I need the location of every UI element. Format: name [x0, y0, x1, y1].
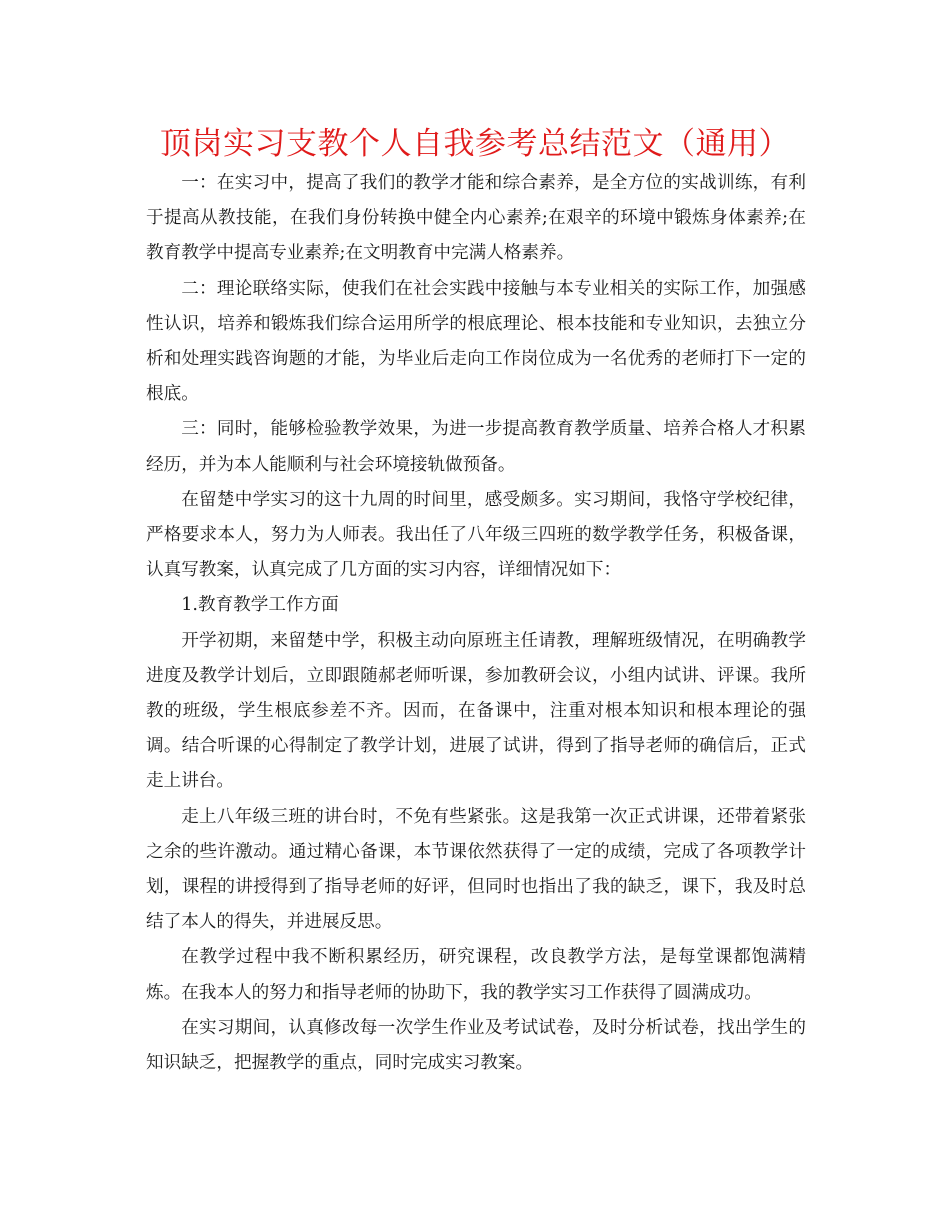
paragraph-4: 在留楚中学实习的这十九周的时间里，感受颇多。实习期间，我恪守学校纪律，严格要求本人，努力为人师表。我出任了八年级三四班的数学教学任务，积极备课，认真写教案，认真完成了几方面的实习内容，详细情况如下： — [146, 489, 806, 581]
paragraph-7: 在教学过程中我不断积累经历，研究课程，改良教学方法，是每堂课都饱满精炼。在我本人的努力和指导老师的协助下，我的教学实习工作获得了圆满成功。 — [146, 947, 806, 1003]
paragraph-6: 走上八年级三班的讲台时，不免有些紧张。这是我第一次正式讲课，还带着紧张之余的些许激动。通过精心备课，本节课依然获得了一定的成绩，完成了各项教学计划，课程的讲授得到了指导老师的好评，但同时也指出了我的缺乏，课下，我及时总结了本人的得失，并进展反思。 — [146, 806, 806, 933]
document-title: 顶岗实习支教个人自我参考总结范文（通用） — [160, 126, 790, 162]
paragraph-8: 在实习期间，认真修改每一次学生作业及考试试卷，及时分析试卷，找出学生的知识缺乏，把握教学的重点，同时完成实习教案。 — [146, 1017, 806, 1074]
paragraph-5: 开学初期，来留楚中学，积极主动向原班主任请教，理解班级情况，在明确教学进度及教学计划后，立即跟随郝老师听课，参加教研会议，小组内试讲、评课。我所教的班级，学生根底参差不齐。因而，在备课中，注重对根本知识和根本理论的强调。结合听课的心得制定了教学计划，进展了试讲，得到了指导老师的确信后，正式走上讲台。 — [146, 630, 806, 792]
paragraph-2: 二：理论联络实际，使我们在社会实践中接触与本专业相关的实际工作，加强感性认识，培养和锻炼我们综合运用所学的根底理论、根本技能和专业知识，去独立分析和处理实践咨询题的才能，为毕业后走向工作岗位成为一名优秀的老师打下一定的根底。 — [146, 278, 806, 405]
paragraph-3: 三：同时，能够检验教学效果，为进一步提高教育教学质量、培养合格人才积累经历，并为本人能顺利与社会环境接轨做预备。 — [146, 419, 806, 475]
document-body — [146, 166, 806, 1081]
section-heading: 1.教育教学工作方面 — [181, 595, 339, 616]
paragraph-1: 一：在实习中，提高了我们的教学才能和综合素养，是全方位的实战训练，有利于提高从教技能，在我们身份转换中健全内心素养;在艰辛的环境中锻炼身体素养;在教育教学中提高专业素养;在文明教育中完满人格素养。 — [146, 173, 806, 264]
